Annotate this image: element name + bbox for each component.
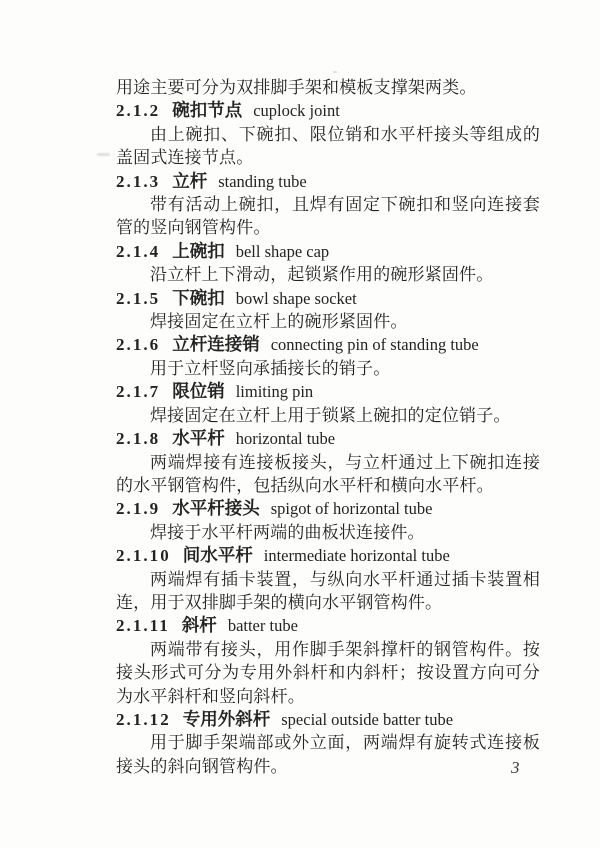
term-english: standing tube bbox=[218, 171, 307, 191]
scan-smudge-artifact bbox=[97, 153, 110, 156]
term-english: horizontal tube bbox=[235, 429, 336, 449]
term-heading bbox=[116, 287, 540, 310]
term-english: special outside batter tube bbox=[281, 709, 454, 729]
term-definition: 用于立杆竖向承插接长的销子。 bbox=[150, 358, 391, 378]
term-entry bbox=[116, 240, 540, 287]
term-heading bbox=[116, 544, 540, 567]
term-definition: 焊接于水平杆两端的曲板状连接件。 bbox=[150, 522, 425, 542]
term-number: 2.1.6 bbox=[116, 335, 161, 355]
term-number: 2.1.4 bbox=[116, 241, 161, 261]
term-heading bbox=[116, 170, 540, 193]
term-chinese: 专用外斜杆 bbox=[182, 708, 271, 729]
term-definition: 带有活动上碗扣，且焊有固定下碗扣和竖向连接套管的竖向钢管构件。 bbox=[116, 195, 540, 238]
term-english: connecting pin of standing tube bbox=[270, 335, 479, 355]
term-heading bbox=[116, 614, 540, 637]
term-chinese: 水平杆 bbox=[172, 428, 225, 449]
paragraph-continuation: 用途主要可分为双排脚手架和模板支撑架两类。 bbox=[116, 78, 477, 97]
term-chinese: 限位销 bbox=[172, 381, 225, 402]
term-english: bowl shape socket bbox=[235, 288, 357, 308]
term-chinese: 碗扣节点 bbox=[172, 100, 243, 121]
term-chinese: 立杆 bbox=[172, 170, 208, 191]
term-definition: 两端焊有插卡装置，与纵向水平杆通过插卡装置相连，用于双排脚手架的横向水平钢管构件。 bbox=[116, 569, 540, 612]
term-chinese: 斜杆 bbox=[181, 615, 217, 636]
term-heading bbox=[116, 333, 540, 356]
term-entry bbox=[116, 170, 540, 240]
page-number: 3 bbox=[511, 758, 520, 777]
term-english: bell shape cap bbox=[235, 241, 330, 261]
term-heading bbox=[116, 708, 540, 731]
term-number: 2.1.8 bbox=[116, 429, 161, 449]
term-entry bbox=[116, 614, 540, 708]
term-definition: 用于脚手架端部或外立面，两端焊有旋转式连接板接头的斜向钢管构件。 bbox=[116, 733, 540, 776]
term-english: limiting pin bbox=[235, 382, 314, 402]
term-entry bbox=[116, 427, 540, 497]
term-number: 2.1.7 bbox=[116, 382, 161, 402]
term-chinese: 上碗扣 bbox=[172, 240, 225, 261]
term-heading bbox=[116, 240, 540, 263]
term-english: spigot of horizontal tube bbox=[270, 499, 433, 519]
term-number: 2.1.5 bbox=[116, 288, 161, 308]
term-entry bbox=[116, 708, 540, 778]
term-entry bbox=[116, 99, 540, 169]
term-definition: 焊接固定在立杆上用于锁紧上碗扣的定位销子。 bbox=[150, 405, 511, 425]
term-entry bbox=[116, 544, 540, 614]
term-definition: 由上碗扣、下碗扣、限位销和水平杆接头等组成的盖固式连接节点。 bbox=[116, 124, 540, 168]
term-heading bbox=[116, 99, 540, 122]
terminology-section bbox=[116, 76, 540, 778]
term-english: intermediate horizontal tube bbox=[263, 546, 450, 566]
term-chinese: 立杆连接销 bbox=[172, 334, 260, 355]
term-chinese: 间水平杆 bbox=[182, 545, 253, 566]
term-entry bbox=[116, 287, 540, 334]
term-definition: 两端焊接有连接板接头，与立杆通过上下碗扣连接的水平钢管构件，包括纵向水平杆和横向水平杆。 bbox=[116, 452, 540, 495]
term-chinese: 下碗扣 bbox=[172, 287, 225, 308]
scan-speck-artifact bbox=[333, 71, 337, 73]
term-english: batter tube bbox=[227, 616, 298, 636]
term-number: 2.1.10 bbox=[116, 546, 171, 566]
term-english: cuplock joint bbox=[253, 101, 340, 121]
term-chinese: 水平杆接头 bbox=[172, 498, 260, 519]
term-heading bbox=[116, 497, 540, 520]
term-definition: 焊接固定在立杆上的碗形紧固件。 bbox=[150, 312, 408, 332]
term-number: 2.1.11 bbox=[116, 616, 170, 636]
term-entry bbox=[116, 497, 540, 544]
term-entry bbox=[116, 333, 540, 380]
term-heading bbox=[116, 427, 540, 450]
term-heading bbox=[116, 380, 540, 403]
term-number: 2.1.9 bbox=[116, 499, 161, 519]
term-entry bbox=[116, 380, 540, 427]
term-number: 2.1.2 bbox=[116, 101, 161, 121]
term-number: 2.1.12 bbox=[116, 709, 171, 729]
term-definition: 沿立杆上下滑动，起锁紧作用的碗形紧固件。 bbox=[150, 265, 494, 285]
term-definition: 两端带有接头，用作脚手架斜撑杆的钢管构件。按接头形式可分为专用外斜杆和内斜杆；按设置方向可分为水平斜杆和竖向斜杆。 bbox=[116, 639, 540, 706]
term-number: 2.1.3 bbox=[116, 171, 161, 191]
